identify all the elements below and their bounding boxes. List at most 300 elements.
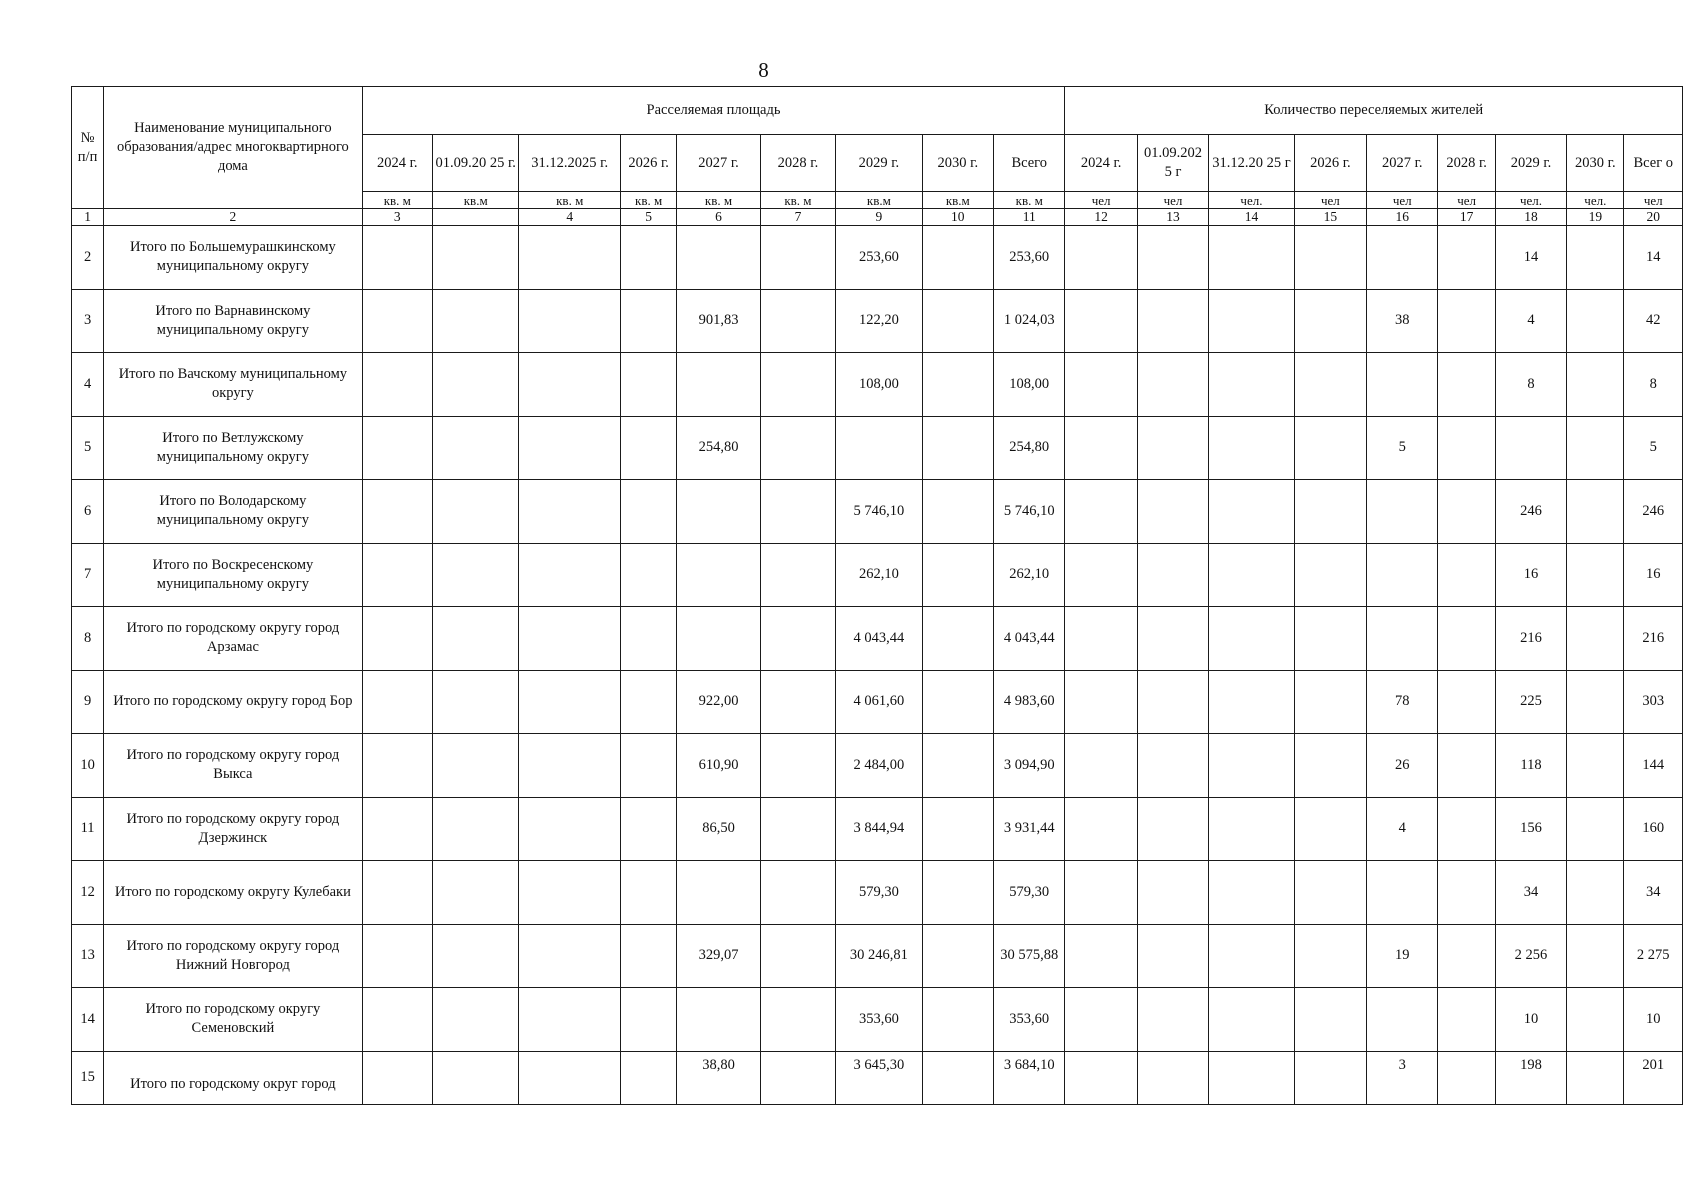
value-cell	[1438, 924, 1495, 988]
value-cell	[1438, 734, 1495, 798]
row-index: 4	[72, 353, 104, 417]
value-cell	[1567, 416, 1624, 480]
area-unit-cell: кв.м	[922, 192, 993, 209]
value-cell: 262,10	[994, 543, 1065, 607]
area-unit-cell: кв. м	[760, 192, 835, 209]
column-number-cell: 9	[836, 209, 922, 226]
table-row	[72, 607, 1683, 671]
value-cell: 38	[1367, 289, 1438, 353]
value-cell	[922, 289, 993, 353]
value-cell: 4 043,44	[836, 607, 922, 671]
value-cell	[1367, 607, 1438, 671]
area-group-header: Расселяемая площадь	[362, 87, 1065, 135]
value-cell	[620, 861, 676, 925]
page-number: 8	[758, 58, 769, 82]
value-cell	[760, 607, 835, 671]
area-unit-cell: кв. м	[677, 192, 760, 209]
value-cell	[362, 734, 432, 798]
area-year-header: Всего	[994, 135, 1065, 192]
value-cell	[432, 670, 518, 734]
value-cell	[1137, 797, 1208, 861]
value-cell	[1209, 1051, 1294, 1104]
value-cell	[760, 226, 835, 290]
value-cell	[760, 861, 835, 925]
value-cell	[1137, 1051, 1208, 1104]
table-row	[72, 797, 1683, 861]
residents-unit-cell: чел.	[1567, 192, 1624, 209]
value-cell	[760, 924, 835, 988]
residents-unit-cell: чел	[1438, 192, 1495, 209]
value-cell	[432, 226, 518, 290]
value-cell: 3	[1367, 1051, 1438, 1104]
value-cell: 10	[1495, 988, 1566, 1052]
municipality-name: Итого по городскому округ город	[104, 1051, 362, 1104]
column-number-cell: 2	[104, 209, 362, 226]
value-cell: 14	[1495, 226, 1566, 290]
municipality-name: Итого по Ветлужскому муниципальному округу	[104, 416, 362, 480]
residents-year-header: 2027 г.	[1367, 135, 1438, 192]
residents-year-header: 2024 г.	[1065, 135, 1137, 192]
value-cell: 10	[1624, 988, 1683, 1052]
value-cell: 118	[1495, 734, 1566, 798]
value-cell	[1367, 226, 1438, 290]
value-cell: 3 844,94	[836, 797, 922, 861]
row-index: 5	[72, 416, 104, 480]
value-cell	[1438, 543, 1495, 607]
value-cell	[760, 1051, 835, 1104]
value-cell	[519, 797, 621, 861]
area-unit-cell: кв. м	[362, 192, 432, 209]
value-cell: 2 484,00	[836, 734, 922, 798]
value-cell: 253,60	[994, 226, 1065, 290]
row-index: 13	[72, 924, 104, 988]
value-cell: 5 746,10	[994, 480, 1065, 544]
value-cell: 144	[1624, 734, 1683, 798]
value-cell	[519, 289, 621, 353]
value-cell	[922, 543, 993, 607]
column-number-row	[72, 209, 1683, 226]
area-year-header: 2027 г.	[677, 135, 760, 192]
value-cell	[1065, 670, 1137, 734]
column-number-cell: 18	[1495, 209, 1566, 226]
municipality-name: Итого по Варнавинскому муниципальному округу	[104, 289, 362, 353]
value-cell: 5	[1367, 416, 1438, 480]
area-unit-cell: кв.м	[432, 192, 518, 209]
value-cell: 3 684,10	[994, 1051, 1065, 1104]
column-number-cell: 13	[1137, 209, 1208, 226]
residents-year-header: 01.09.202 5 г	[1137, 135, 1208, 192]
value-cell	[760, 353, 835, 417]
area-year-header: 01.09.20 25 г.	[432, 135, 518, 192]
value-cell	[1294, 797, 1366, 861]
value-cell	[1137, 353, 1208, 417]
value-cell: 16	[1495, 543, 1566, 607]
value-cell	[1294, 289, 1366, 353]
value-cell	[1294, 924, 1366, 988]
value-cell	[1567, 543, 1624, 607]
table-header	[72, 87, 1683, 226]
value-cell	[519, 988, 621, 1052]
value-cell: 122,20	[836, 289, 922, 353]
municipality-name: Итого по городскому округу город Арзамас	[104, 607, 362, 671]
value-cell	[362, 226, 432, 290]
value-cell	[1438, 289, 1495, 353]
value-cell	[1438, 226, 1495, 290]
residents-group-header: Количество переселяемых жителей	[1065, 87, 1683, 135]
table-row	[72, 670, 1683, 734]
value-cell: 16	[1624, 543, 1683, 607]
value-cell: 4	[1495, 289, 1566, 353]
column-number-cell: 4	[519, 209, 621, 226]
value-cell: 30 246,81	[836, 924, 922, 988]
value-cell	[1294, 226, 1366, 290]
value-cell	[677, 607, 760, 671]
value-cell	[760, 480, 835, 544]
value-cell	[519, 861, 621, 925]
value-cell: 4 061,60	[836, 670, 922, 734]
residents-year-header: 2030 г.	[1567, 135, 1624, 192]
value-cell	[1294, 607, 1366, 671]
column-number-cell: 5	[620, 209, 676, 226]
value-cell	[922, 924, 993, 988]
value-cell: 216	[1624, 607, 1683, 671]
value-cell: 198	[1495, 1051, 1566, 1104]
residents-year-header: Всег о	[1624, 135, 1683, 192]
value-cell: 8	[1495, 353, 1566, 417]
value-cell	[362, 1051, 432, 1104]
value-cell: 42	[1624, 289, 1683, 353]
value-cell	[519, 353, 621, 417]
column-number-cell: 12	[1065, 209, 1137, 226]
value-cell	[519, 924, 621, 988]
value-cell	[1495, 416, 1566, 480]
row-index: 9	[72, 670, 104, 734]
value-cell	[1065, 797, 1137, 861]
row-index: 7	[72, 543, 104, 607]
row-index: 8	[72, 607, 104, 671]
value-cell: 254,80	[994, 416, 1065, 480]
value-cell	[1209, 924, 1294, 988]
value-cell	[362, 416, 432, 480]
index-header: № п/п	[72, 87, 104, 209]
row-index: 11	[72, 797, 104, 861]
value-cell	[1294, 670, 1366, 734]
value-cell	[922, 1051, 993, 1104]
value-cell	[922, 416, 993, 480]
value-cell	[620, 797, 676, 861]
value-cell: 201	[1624, 1051, 1683, 1104]
value-cell	[620, 924, 676, 988]
value-cell	[620, 543, 676, 607]
column-number-cell: 6	[677, 209, 760, 226]
value-cell: 3 931,44	[994, 797, 1065, 861]
value-cell	[1137, 289, 1208, 353]
value-cell	[1137, 607, 1208, 671]
value-cell	[922, 670, 993, 734]
value-cell	[1367, 861, 1438, 925]
area-unit-cell: кв. м	[620, 192, 676, 209]
value-cell	[620, 670, 676, 734]
value-cell: 254,80	[677, 416, 760, 480]
value-cell: 262,10	[836, 543, 922, 607]
value-cell	[620, 289, 676, 353]
value-cell	[1065, 543, 1137, 607]
value-cell	[1294, 861, 1366, 925]
table-row	[72, 289, 1683, 353]
value-cell	[1367, 543, 1438, 607]
row-index: 10	[72, 734, 104, 798]
residents-unit-cell: чел	[1367, 192, 1438, 209]
table-row	[72, 480, 1683, 544]
value-cell	[677, 861, 760, 925]
value-cell	[1209, 988, 1294, 1052]
value-cell	[922, 797, 993, 861]
value-cell	[620, 353, 676, 417]
value-cell	[760, 988, 835, 1052]
row-index: 3	[72, 289, 104, 353]
value-cell	[1567, 670, 1624, 734]
row-index: 2	[72, 226, 104, 290]
value-cell	[362, 353, 432, 417]
value-cell	[620, 226, 676, 290]
value-cell	[1438, 1051, 1495, 1104]
value-cell	[1294, 734, 1366, 798]
value-cell	[432, 734, 518, 798]
value-cell: 38,80	[677, 1051, 760, 1104]
value-cell	[760, 670, 835, 734]
value-cell	[1567, 861, 1624, 925]
value-cell	[922, 607, 993, 671]
value-cell	[1438, 797, 1495, 861]
value-cell	[1567, 289, 1624, 353]
area-year-header: 2029 г.	[836, 135, 922, 192]
value-cell	[1438, 353, 1495, 417]
value-cell	[1294, 988, 1366, 1052]
value-cell	[519, 734, 621, 798]
value-cell	[922, 226, 993, 290]
value-cell	[922, 988, 993, 1052]
value-cell: 329,07	[677, 924, 760, 988]
value-cell	[362, 480, 432, 544]
value-cell: 253,60	[836, 226, 922, 290]
value-cell: 19	[1367, 924, 1438, 988]
area-year-header: 2024 г.	[362, 135, 432, 192]
value-cell: 86,50	[677, 797, 760, 861]
value-cell	[432, 289, 518, 353]
value-cell: 579,30	[994, 861, 1065, 925]
value-cell	[519, 607, 621, 671]
value-cell: 34	[1495, 861, 1566, 925]
value-cell	[362, 289, 432, 353]
value-cell	[922, 480, 993, 544]
value-cell	[760, 416, 835, 480]
value-cell	[1438, 988, 1495, 1052]
area-year-header: 2026 г.	[620, 135, 676, 192]
table-row	[72, 416, 1683, 480]
value-cell	[432, 861, 518, 925]
value-cell	[1209, 607, 1294, 671]
value-cell	[922, 861, 993, 925]
column-number-cell: 14	[1209, 209, 1294, 226]
value-cell: 225	[1495, 670, 1566, 734]
table-body	[72, 226, 1683, 1105]
value-cell	[519, 416, 621, 480]
municipality-name: Итого по городскому округу город Выкса	[104, 734, 362, 798]
value-cell	[519, 670, 621, 734]
value-cell	[1065, 924, 1137, 988]
value-cell	[677, 226, 760, 290]
column-number-cell: 19	[1567, 209, 1624, 226]
value-cell	[432, 416, 518, 480]
value-cell	[620, 480, 676, 544]
row-index: 14	[72, 988, 104, 1052]
value-cell	[760, 797, 835, 861]
value-cell	[432, 353, 518, 417]
table-row	[72, 861, 1683, 925]
value-cell	[432, 1051, 518, 1104]
value-cell: 3 645,30	[836, 1051, 922, 1104]
row-index: 15	[72, 1051, 104, 1104]
value-cell	[1567, 480, 1624, 544]
value-cell: 34	[1624, 861, 1683, 925]
municipality-name: Итого по Вачскому муниципальному округу	[104, 353, 362, 417]
area-unit-cell: кв.м	[836, 192, 922, 209]
value-cell	[1065, 226, 1137, 290]
value-cell: 922,00	[677, 670, 760, 734]
value-cell: 303	[1624, 670, 1683, 734]
column-number-cell: 15	[1294, 209, 1366, 226]
value-cell	[1065, 988, 1137, 1052]
residents-year-header: 2029 г.	[1495, 135, 1566, 192]
area-unit-cell: кв. м	[519, 192, 621, 209]
table-row	[72, 924, 1683, 988]
value-cell	[1137, 416, 1208, 480]
value-cell	[1065, 480, 1137, 544]
value-cell	[1209, 861, 1294, 925]
value-cell: 246	[1624, 480, 1683, 544]
table-row	[72, 1051, 1683, 1104]
value-cell	[362, 607, 432, 671]
value-cell: 8	[1624, 353, 1683, 417]
value-cell	[1567, 1051, 1624, 1104]
name-header: Наименование муниципального образования/адрес многоквартирного дома	[104, 87, 362, 209]
value-cell: 108,00	[994, 353, 1065, 417]
table-row	[72, 543, 1683, 607]
value-cell	[836, 416, 922, 480]
value-cell: 1 024,03	[994, 289, 1065, 353]
value-cell	[362, 924, 432, 988]
value-cell: 4	[1367, 797, 1438, 861]
value-cell: 4 983,60	[994, 670, 1065, 734]
value-cell	[519, 480, 621, 544]
value-cell	[1438, 607, 1495, 671]
value-cell: 14	[1624, 226, 1683, 290]
value-cell	[1209, 543, 1294, 607]
value-cell: 353,60	[994, 988, 1065, 1052]
value-cell	[432, 607, 518, 671]
value-cell	[620, 988, 676, 1052]
row-index: 6	[72, 480, 104, 544]
value-cell	[1209, 670, 1294, 734]
value-cell: 26	[1367, 734, 1438, 798]
value-cell	[677, 353, 760, 417]
value-cell	[1209, 797, 1294, 861]
value-cell	[620, 1051, 676, 1104]
value-cell: 78	[1367, 670, 1438, 734]
value-cell	[1137, 988, 1208, 1052]
value-cell: 108,00	[836, 353, 922, 417]
value-cell: 901,83	[677, 289, 760, 353]
area-unit-cell: кв. м	[994, 192, 1065, 209]
value-cell	[1209, 734, 1294, 798]
municipality-name: Итого по городскому округу Семеновский	[104, 988, 362, 1052]
value-cell	[432, 797, 518, 861]
area-year-header: 31.12.2025 г.	[519, 135, 621, 192]
value-cell	[1209, 416, 1294, 480]
value-cell	[1567, 988, 1624, 1052]
value-cell	[620, 416, 676, 480]
column-number-cell: 10	[922, 209, 993, 226]
value-cell	[519, 226, 621, 290]
value-cell	[1438, 861, 1495, 925]
value-cell	[362, 861, 432, 925]
value-cell	[432, 988, 518, 1052]
value-cell	[1137, 543, 1208, 607]
value-cell	[1065, 289, 1137, 353]
column-number-cell: 20	[1624, 209, 1683, 226]
value-cell	[760, 543, 835, 607]
column-number-cell: 3	[362, 209, 432, 226]
municipality-name: Итого по городскому округу город Бор	[104, 670, 362, 734]
value-cell	[1065, 861, 1137, 925]
value-cell	[1294, 543, 1366, 607]
residents-unit-cell: чел	[1624, 192, 1683, 209]
value-cell	[677, 480, 760, 544]
value-cell: 2 256	[1495, 924, 1566, 988]
row-index: 12	[72, 861, 104, 925]
value-cell	[362, 543, 432, 607]
value-cell	[1367, 480, 1438, 544]
value-cell	[1438, 416, 1495, 480]
value-cell	[432, 924, 518, 988]
value-cell	[620, 607, 676, 671]
value-cell	[1294, 1051, 1366, 1104]
table-row	[72, 353, 1683, 417]
value-cell	[1065, 607, 1137, 671]
value-cell	[760, 289, 835, 353]
column-number-cell: 17	[1438, 209, 1495, 226]
residents-unit-cell: чел	[1065, 192, 1137, 209]
value-cell	[1065, 1051, 1137, 1104]
municipality-name: Итого по городскому округу город Нижний Новгород	[104, 924, 362, 988]
table-row	[72, 734, 1683, 798]
value-cell	[432, 480, 518, 544]
value-cell	[1294, 416, 1366, 480]
residents-year-header: 2028 г.	[1438, 135, 1495, 192]
municipality-name: Итого по Володарскому муниципальному округу	[104, 480, 362, 544]
value-cell	[677, 543, 760, 607]
column-number-cell: 1	[72, 209, 104, 226]
municipality-name: Итого по городскому округу город Дзержинск	[104, 797, 362, 861]
value-cell	[1209, 353, 1294, 417]
value-cell	[1567, 226, 1624, 290]
resettlement-table	[71, 86, 1683, 1105]
value-cell	[1209, 289, 1294, 353]
value-cell	[1567, 734, 1624, 798]
value-cell	[1438, 670, 1495, 734]
value-cell	[760, 734, 835, 798]
value-cell	[1294, 353, 1366, 417]
